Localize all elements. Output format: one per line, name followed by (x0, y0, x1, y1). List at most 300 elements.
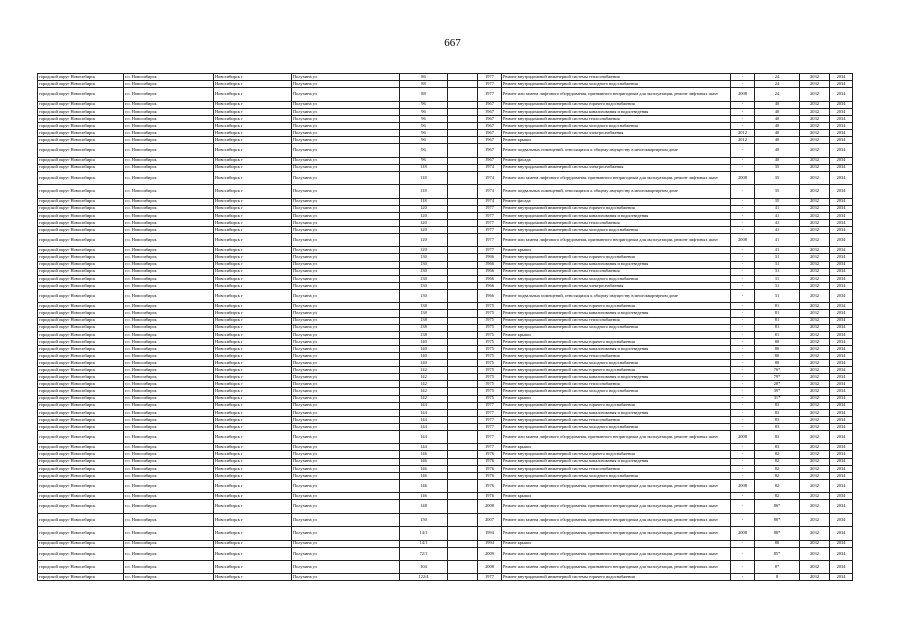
start-year-cell: 2032 (800, 115, 830, 122)
year-cell: 1976 (478, 479, 502, 492)
last-repair-cell: - (731, 185, 755, 198)
year-cell: 1975 (478, 381, 502, 388)
work-type-cell: Ремонт внутридомовой инженерной системы горячего водоснабжения (502, 402, 731, 409)
street-cell: Полухина ул (292, 115, 400, 122)
year-cell: 1975 (478, 374, 502, 381)
wear-cell: 28* (755, 381, 800, 388)
wear-cell: 24 (755, 74, 800, 81)
start-year-cell: 2032 (800, 345, 830, 352)
year-cell: 1977 (478, 409, 502, 416)
house-cell: 138 (400, 324, 448, 331)
district-cell: г.о. Новосибирск (124, 282, 214, 289)
work-type-cell: Ремонт или замена лифтового оборудования, признанного непригодным для эксплуатации, ремонт лифтовых шахт (502, 431, 731, 444)
work-type-cell: Ремонт внутридомовой инженерной системы теплоснабжения (502, 219, 731, 226)
city-cell: Новосибирск г (214, 219, 292, 226)
building-cell (448, 268, 478, 275)
building-cell (448, 561, 478, 574)
municipality-cell: городской округ Новосибирск (38, 310, 124, 317)
year-cell: 1975 (478, 352, 502, 359)
building-cell (448, 164, 478, 171)
last-repair-cell: - (731, 247, 755, 254)
house-cell: 140 (400, 338, 448, 345)
start-year-cell: 2032 (800, 101, 830, 108)
building-cell (448, 402, 478, 409)
district-cell: г.о. Новосибирск (124, 367, 214, 374)
last-repair-cell: - (731, 381, 755, 388)
city-cell: Новосибирск г (214, 493, 292, 500)
house-cell: 118 (400, 185, 448, 198)
building-cell (448, 226, 478, 233)
street-cell: Полухина ул (292, 275, 400, 282)
house-cell: 140 (400, 352, 448, 359)
house-cell: 150 (400, 513, 448, 526)
municipality-cell: городской округ Новосибирск (38, 164, 124, 171)
year-cell: 1977 (478, 402, 502, 409)
end-year-cell: 2034 (830, 381, 853, 388)
street-cell: Полухина ул (292, 254, 400, 261)
building-cell (448, 282, 478, 289)
building-cell (448, 254, 478, 261)
street-cell: Полухина ул (292, 74, 400, 81)
street-cell: Полухина ул (292, 261, 400, 268)
start-year-cell: 2032 (800, 431, 830, 444)
wear-cell: 81 (755, 317, 800, 324)
wear-cell: 88* (755, 527, 800, 540)
city-cell: Новосибирск г (214, 122, 292, 129)
building-cell (448, 101, 478, 108)
start-year-cell: 2032 (800, 374, 830, 381)
municipality-cell: городской округ Новосибирск (38, 388, 124, 395)
street-cell: Полухина ул (292, 324, 400, 331)
year-cell: 1975 (478, 338, 502, 345)
street-cell: Полухина ул (292, 219, 400, 226)
last-repair-cell: - (731, 74, 755, 81)
end-year-cell: 2034 (830, 212, 853, 219)
wear-cell: 40 (755, 157, 800, 164)
start-year-cell: 2032 (800, 416, 830, 423)
building-cell (448, 479, 478, 492)
table-row (38, 289, 853, 302)
work-type-cell: Ремонт внутридомовой инженерной системы горячего водоснабжения (502, 367, 731, 374)
building-cell (448, 137, 478, 144)
start-year-cell: 2032 (800, 282, 830, 289)
last-repair-cell: 2008 (731, 88, 755, 101)
start-year-cell: 2032 (800, 561, 830, 574)
work-type-cell: Ремонт внутридомовой инженерной системы канализования и водоотведения (502, 409, 731, 416)
wear-cell: 41 (755, 247, 800, 254)
house-cell: 130 (400, 254, 448, 261)
year-cell: 1974 (478, 198, 502, 205)
building-cell (448, 144, 478, 157)
start-year-cell: 2032 (800, 88, 830, 101)
start-year-cell: 2032 (800, 352, 830, 359)
year-cell: 1977 (478, 219, 502, 226)
start-year-cell: 2032 (800, 317, 830, 324)
house-cell: 120 (400, 219, 448, 226)
street-cell: Полухина ул (292, 122, 400, 129)
table-row (38, 268, 853, 275)
district-cell: г.о. Новосибирск (124, 275, 214, 282)
city-cell: Новосибирск г (214, 261, 292, 268)
district-cell: г.о. Новосибирск (124, 395, 214, 402)
street-cell: Полухина ул (292, 367, 400, 374)
year-cell: 1977 (478, 88, 502, 101)
city-cell: Новосибирск г (214, 338, 292, 345)
wear-cell: 35 (755, 171, 800, 184)
building-cell (448, 431, 478, 444)
last-repair-cell: 2008 (731, 527, 755, 540)
last-repair-cell: - (731, 157, 755, 164)
street-cell: Полухина ул (292, 451, 400, 458)
wear-cell: 40 (755, 144, 800, 157)
start-year-cell: 2032 (800, 324, 830, 331)
district-cell: г.о. Новосибирск (124, 205, 214, 212)
work-type-cell: Ремонт внутридомовой инженерной системы канализования и водоотведения (502, 374, 731, 381)
city-cell: Новосибирск г (214, 513, 292, 526)
start-year-cell: 2032 (800, 547, 830, 560)
start-year-cell: 2032 (800, 261, 830, 268)
start-year-cell: 2032 (800, 479, 830, 492)
end-year-cell: 2034 (830, 317, 853, 324)
wear-cell: 80 (755, 540, 800, 547)
municipality-cell: городской округ Новосибирск (38, 324, 124, 331)
work-type-cell: Ремонт внутридомовой инженерной системы канализования и водоотведения (502, 345, 731, 352)
municipality-cell: городской округ Новосибирск (38, 205, 124, 212)
city-cell: Новосибирск г (214, 303, 292, 310)
district-cell: г.о. Новосибирск (124, 409, 214, 416)
last-repair-cell: - (731, 338, 755, 345)
end-year-cell: 2034 (830, 261, 853, 268)
street-cell: Полухина ул (292, 547, 400, 560)
end-year-cell: 2034 (830, 561, 853, 574)
municipality-cell: городской округ Новосибирск (38, 289, 124, 302)
last-repair-cell: - (731, 289, 755, 302)
last-repair-cell: - (731, 493, 755, 500)
district-cell: г.о. Новосибирск (124, 144, 214, 157)
street-cell: Полухина ул (292, 226, 400, 233)
street-cell: Полухина ул (292, 144, 400, 157)
wear-cell: 8 (755, 574, 800, 581)
wear-cell: 40 (755, 122, 800, 129)
district-cell: г.о. Новосибирск (124, 423, 214, 430)
table-row (38, 574, 853, 581)
house-cell: 96 (400, 108, 448, 115)
table-row (38, 254, 853, 261)
table-row (38, 185, 853, 198)
municipality-cell: городской округ Новосибирск (38, 338, 124, 345)
wear-cell: 31 (755, 289, 800, 302)
last-repair-cell: - (731, 144, 755, 157)
start-year-cell: 2032 (800, 275, 830, 282)
district-cell: г.о. Новосибирск (124, 540, 214, 547)
house-cell: 86 (400, 74, 448, 81)
year-cell: 2007 (478, 513, 502, 526)
last-repair-cell: - (731, 540, 755, 547)
street-cell: Полухина ул (292, 360, 400, 367)
table-row (38, 205, 853, 212)
city-cell: Новосибирск г (214, 431, 292, 444)
end-year-cell: 2034 (830, 268, 853, 275)
table-row (38, 409, 853, 416)
city-cell: Новосибирск г (214, 88, 292, 101)
building-cell (448, 317, 478, 324)
building-cell (448, 574, 478, 581)
municipality-cell: городской округ Новосибирск (38, 219, 124, 226)
year-cell: 1976 (478, 451, 502, 458)
wear-cell: 24 (755, 81, 800, 88)
table-row (38, 317, 853, 324)
wear-cell: 82 (755, 479, 800, 492)
work-type-cell: Ремонт внутридомовой инженерной системы канализования и водоотведения (502, 212, 731, 219)
building-cell (448, 247, 478, 254)
city-cell: Новосибирск г (214, 185, 292, 198)
building-cell (448, 289, 478, 302)
start-year-cell: 2032 (800, 458, 830, 465)
municipality-cell: городской округ Новосибирск (38, 458, 124, 465)
district-cell: г.о. Новосибирск (124, 513, 214, 526)
end-year-cell: 2034 (830, 331, 853, 338)
city-cell: Новосибирск г (214, 374, 292, 381)
city-cell: Новосибирск г (214, 458, 292, 465)
table-row (38, 74, 853, 81)
table-row (38, 381, 853, 388)
street-cell: Полухина ул (292, 513, 400, 526)
table-row (38, 310, 853, 317)
table-row (38, 402, 853, 409)
table-row (38, 388, 853, 395)
wear-cell: 83 (755, 402, 800, 409)
city-cell: Новосибирск г (214, 388, 292, 395)
year-cell: 1977 (478, 212, 502, 219)
street-cell: Полухина ул (292, 212, 400, 219)
end-year-cell: 2034 (830, 345, 853, 352)
wear-cell: 31 (755, 275, 800, 282)
work-type-cell: Ремонт подвальных помещений, относящихся к общему имуществу в многоквартирном доме (502, 289, 731, 302)
house-cell: 144 (400, 402, 448, 409)
district-cell: г.о. Новосибирск (124, 157, 214, 164)
last-repair-cell: - (731, 374, 755, 381)
start-year-cell: 2032 (800, 205, 830, 212)
wear-cell: 82 (755, 465, 800, 472)
last-repair-cell: 2012 (731, 129, 755, 136)
end-year-cell: 2034 (830, 367, 853, 374)
building-cell (448, 219, 478, 226)
end-year-cell: 2034 (830, 233, 853, 246)
house-cell: 146 (400, 458, 448, 465)
start-year-cell: 2032 (800, 310, 830, 317)
house-cell: 142 (400, 395, 448, 402)
start-year-cell: 2032 (800, 185, 830, 198)
end-year-cell: 2034 (830, 374, 853, 381)
wear-cell: 79* (755, 374, 800, 381)
year-cell: 1994 (478, 527, 502, 540)
work-type-cell: Ремонт внутридомовой инженерной системы холодного водоснабжения (502, 324, 731, 331)
end-year-cell: 2034 (830, 451, 853, 458)
house-cell: 138 (400, 331, 448, 338)
municipality-cell: городской округ Новосибирск (38, 226, 124, 233)
building-cell (448, 352, 478, 359)
last-repair-cell: 2008 (731, 479, 755, 492)
street-cell: Полухина ул (292, 185, 400, 198)
street-cell: Полухина ул (292, 101, 400, 108)
municipality-cell: городской округ Новосибирск (38, 282, 124, 289)
wear-cell: 35 (755, 164, 800, 171)
city-cell: Новосибирск г (214, 198, 292, 205)
house-cell: 144 (400, 431, 448, 444)
last-repair-cell: - (731, 402, 755, 409)
municipality-cell: городской округ Новосибирск (38, 416, 124, 423)
start-year-cell: 2032 (800, 465, 830, 472)
last-repair-cell: - (731, 324, 755, 331)
work-type-cell: Ремонт внутридомовой инженерной системы горячего водоснабжения (502, 205, 731, 212)
start-year-cell: 2032 (800, 157, 830, 164)
house-cell: 146 (400, 479, 448, 492)
end-year-cell: 2034 (830, 282, 853, 289)
last-repair-cell: - (731, 451, 755, 458)
street-cell: Полухина ул (292, 205, 400, 212)
table-row (38, 561, 853, 574)
last-repair-cell: - (731, 423, 755, 430)
table-row (38, 472, 853, 479)
last-repair-cell: - (731, 101, 755, 108)
building-cell (448, 416, 478, 423)
municipality-cell: городской округ Новосибирск (38, 317, 124, 324)
district-cell: г.о. Новосибирск (124, 247, 214, 254)
district-cell: г.о. Новосибирск (124, 338, 214, 345)
table-row (38, 431, 853, 444)
work-type-cell: Ремонт внутридомовой инженерной системы горячего водоснабжения (502, 451, 731, 458)
work-type-cell: Ремонт крыши (502, 540, 731, 547)
city-cell: Новосибирск г (214, 137, 292, 144)
work-type-cell: Ремонт подвальных помещений, относящихся к общему имуществу в многоквартирном доме (502, 144, 731, 157)
end-year-cell: 2034 (830, 115, 853, 122)
wear-cell: 40 (755, 129, 800, 136)
table-row (38, 137, 853, 144)
house-cell: 96 (400, 129, 448, 136)
city-cell: Новосибирск г (214, 381, 292, 388)
district-cell: г.о. Новосибирск (124, 101, 214, 108)
street-cell: Полухина ул (292, 431, 400, 444)
street-cell: Полухина ул (292, 289, 400, 302)
wear-cell: 83 (755, 409, 800, 416)
end-year-cell: 2034 (830, 547, 853, 560)
house-cell: 72/1 (400, 547, 448, 560)
end-year-cell: 2034 (830, 81, 853, 88)
district-cell: г.о. Новосибирск (124, 310, 214, 317)
table-row (38, 540, 853, 547)
year-cell: 1967 (478, 108, 502, 115)
municipality-cell: городской округ Новосибирск (38, 345, 124, 352)
wear-cell: 35 (755, 185, 800, 198)
building-cell (448, 88, 478, 101)
municipality-cell: городской округ Новосибирск (38, 157, 124, 164)
house-cell: 144 (400, 423, 448, 430)
house-cell: 144 (400, 416, 448, 423)
end-year-cell: 2034 (830, 185, 853, 198)
municipality-cell: городской округ Новосибирск (38, 331, 124, 338)
wear-cell: 82 (755, 458, 800, 465)
start-year-cell: 2032 (800, 360, 830, 367)
building-cell (448, 212, 478, 219)
start-year-cell: 2032 (800, 74, 830, 81)
last-repair-cell: - (731, 561, 755, 574)
house-cell: 146 (400, 465, 448, 472)
table-row (38, 81, 853, 88)
year-cell: 1974 (478, 171, 502, 184)
district-cell: г.о. Новосибирск (124, 254, 214, 261)
municipality-cell: городской округ Новосибирск (38, 101, 124, 108)
table-row (38, 338, 853, 345)
start-year-cell: 2032 (800, 444, 830, 451)
city-cell: Новосибирск г (214, 254, 292, 261)
last-repair-cell: - (731, 219, 755, 226)
house-cell: 96 (400, 122, 448, 129)
district-cell: г.о. Новосибирск (124, 444, 214, 451)
wear-cell: 24 (755, 88, 800, 101)
municipality-cell: городской округ Новосибирск (38, 171, 124, 184)
building-cell (448, 444, 478, 451)
year-cell: 1977 (478, 416, 502, 423)
table-row (38, 547, 853, 560)
street-cell: Полухина ул (292, 171, 400, 184)
end-year-cell: 2034 (830, 388, 853, 395)
street-cell: Полухина ул (292, 500, 400, 513)
work-type-cell: Ремонт внутридомовой инженерной системы горячего водоснабжения (502, 101, 731, 108)
municipality-cell: городской округ Новосибирск (38, 360, 124, 367)
table-row (38, 108, 853, 115)
work-type-cell: Ремонт или замена лифтового оборудования, признанного непригодным для эксплуатации, ремонт лифтовых шахт (502, 479, 731, 492)
year-cell: 1975 (478, 331, 502, 338)
start-year-cell: 2032 (800, 137, 830, 144)
start-year-cell: 2032 (800, 472, 830, 479)
city-cell: Новосибирск г (214, 108, 292, 115)
building-cell (448, 198, 478, 205)
municipality-cell: городской округ Новосибирск (38, 493, 124, 500)
building-cell (448, 115, 478, 122)
start-year-cell: 2032 (800, 500, 830, 513)
wear-cell: 31 (755, 261, 800, 268)
building-cell (448, 409, 478, 416)
end-year-cell: 2034 (830, 198, 853, 205)
street-cell: Полухина ул (292, 338, 400, 345)
street-cell: Полухина ул (292, 310, 400, 317)
wear-cell: 83 (755, 444, 800, 451)
city-cell: Новосибирск г (214, 268, 292, 275)
table-row (38, 324, 853, 331)
street-cell: Полухина ул (292, 388, 400, 395)
city-cell: Новосибирск г (214, 547, 292, 560)
district-cell: г.о. Новосибирск (124, 465, 214, 472)
start-year-cell: 2032 (800, 409, 830, 416)
table-row (38, 233, 853, 246)
last-repair-cell: - (731, 352, 755, 359)
building-cell (448, 261, 478, 268)
house-cell: 130 (400, 289, 448, 302)
end-year-cell: 2034 (830, 500, 853, 513)
house-cell: 138 (400, 317, 448, 324)
wear-cell: 31 (755, 268, 800, 275)
district-cell: г.о. Новосибирск (124, 212, 214, 219)
start-year-cell: 2032 (800, 303, 830, 310)
street-cell: Полухина ул (292, 137, 400, 144)
last-repair-cell: - (731, 317, 755, 324)
house-cell: 142 (400, 388, 448, 395)
municipality-cell: городской округ Новосибирск (38, 88, 124, 101)
table-row (38, 444, 853, 451)
end-year-cell: 2034 (830, 352, 853, 359)
year-cell: 1967 (478, 137, 502, 144)
last-repair-cell: - (731, 275, 755, 282)
